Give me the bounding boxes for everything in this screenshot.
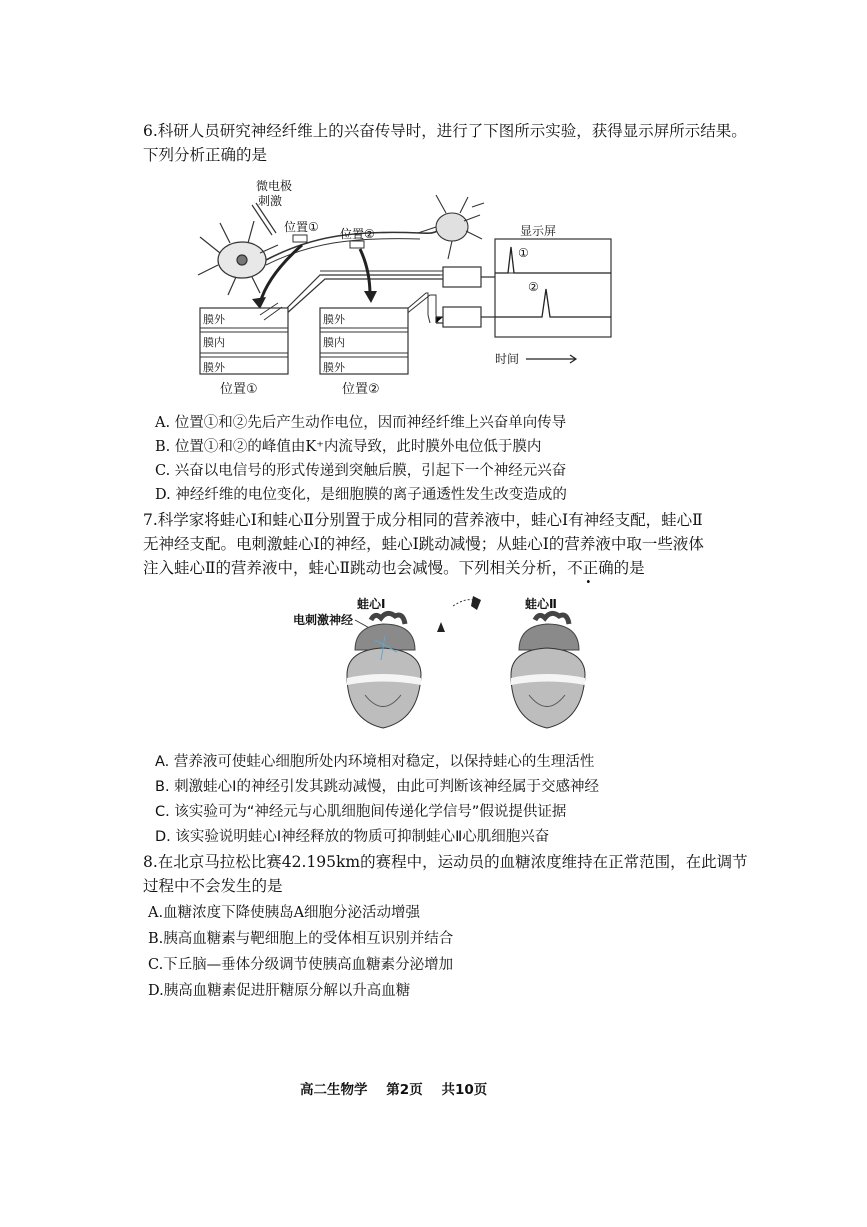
neuron-right-icon [418, 195, 484, 259]
q7-option-d: D. 该实验说明蛙心Ⅰ神经释放的物质可抑制蛙心Ⅱ心肌细胞兴奋 [155, 829, 550, 845]
emphasis-not-correct: 不正确 [567, 559, 614, 577]
screen-label: 显示屏 [520, 224, 557, 238]
q7-stem-line1: 7.科学家将蛙心Ⅰ和蛙心Ⅱ分别置于成分相同的营养液中，蛙心Ⅰ有神经支配，蛙心Ⅱ [143, 511, 703, 529]
svg-text:膜外: 膜外 [203, 361, 225, 374]
page-footer: 高二生物学 第2页 共10页 [300, 1082, 488, 1098]
heart2-label: 蛙心Ⅱ [525, 597, 557, 611]
q7-option-c: C. 该实验可为“神经元与心肌细胞间传递化学信号”假说提供证据 [155, 804, 567, 820]
q8-stem-line1: 8.在北京马拉松比赛42.195km的赛程中，运动员的血糖浓度维持在正常范围，在此调节 [143, 853, 748, 871]
svg-text:膜外: 膜外 [323, 313, 345, 326]
q8-stem-line2: 过程中不会发生的是 [143, 877, 283, 895]
svg-text:①: ① [518, 246, 529, 260]
pos1-caption: 位置① [220, 382, 258, 397]
svg-text:微电极: 微电极 [256, 179, 293, 193]
q7-figure-frog-hearts [285, 590, 615, 740]
svg-text:膜内: 膜内 [323, 336, 345, 349]
svg-text:膜内: 膜内 [203, 336, 225, 349]
q6-figure-nerve-experiment [190, 175, 620, 405]
heart1-label: 蛙心Ⅰ [357, 597, 386, 611]
frog-heart-1-icon [347, 613, 421, 728]
q7-option-b: B. 刺激蛙心Ⅰ的神经引发其跳动减慢，由此可判断该神经属于交感神经 [155, 779, 599, 795]
svg-text:膜外: 膜外 [203, 313, 225, 326]
neuron-left-icon [198, 221, 278, 295]
time-axis-label: 时间 [495, 352, 520, 366]
nerve-label: 电刺激神经 [293, 613, 354, 627]
q8-option-d: D.胰高血糖素促进肝糖原分解以升高血糖 [148, 983, 411, 999]
q6-option-a: A. 位置①和②先后产生动作电位，因而神经纤维上兴奋单向传导 [155, 415, 567, 431]
q8-option-c: C.下丘脑—垂体分级调节使胰高血糖素分泌增加 [148, 957, 454, 973]
pos2-label: 位置② [340, 227, 375, 241]
svg-text:刺激: 刺激 [258, 194, 283, 208]
q8-option-b: B.胰高血糖素与靶细胞上的受体相互识别并结合 [148, 931, 454, 947]
q7-stem-line2: 无神经支配。电刺激蛙心Ⅰ的神经，蛙心Ⅰ跳动减慢；从蛙心Ⅰ的营养液中取一些液体 [143, 535, 704, 553]
q8-option-a: A.血糖浓度下降使胰岛A细胞分泌活动增强 [148, 905, 421, 921]
q6-stem-line2: 下列分析正确的是 [143, 146, 268, 164]
q6-option-b: B. 位置①和②的峰值由K⁺内流导致，此时膜外电位低于膜内 [155, 439, 542, 455]
svg-text:膜外: 膜外 [323, 361, 345, 374]
svg-text:②: ② [528, 280, 539, 294]
q6-stem-line1: 6.科研人员研究神经纤维上的兴奋传导时，进行了下图所示实验，获得显示屏所示结果。 [143, 122, 747, 140]
q6-option-d: D. 神经纤维的电位变化，是细胞膜的离子通透性发生改变造成的 [155, 487, 567, 503]
q6-option-c: C. 兴奋以电信号的形式传递到突触后膜，引起下一个神经元兴奋 [155, 463, 567, 479]
q7-stem-line3: 注入蛙心Ⅱ的营养液中，蛙心Ⅱ跳动也会减慢。下列相关分析，不正确的是 [143, 559, 645, 577]
q7-option-a: A. 营养液可使蛙心细胞所处内环境相对稳定，以保持蛙心的生理活性 [155, 754, 595, 770]
pos1-label: 位置① [284, 220, 319, 234]
frog-heart-2-icon [511, 613, 585, 728]
dropper-icon [437, 596, 481, 632]
pos2-caption: 位置② [342, 382, 380, 397]
